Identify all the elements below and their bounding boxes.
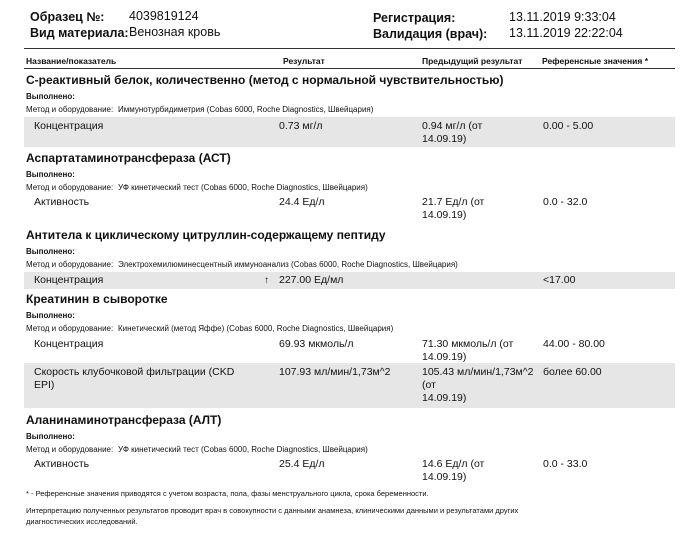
table-row [24, 117, 675, 147]
method-value: УФ кинетический тест (Cobas 6000, Roche Diagnostics, Швейцария) [118, 183, 368, 192]
row-reference: 44.00 - 80.00 [543, 338, 605, 350]
row-previous: 14.6 Ед/л (от [422, 458, 485, 470]
sample-number-value: 4039819124 [129, 9, 199, 23]
material-value: Венозная кровь [129, 25, 221, 39]
method-value: Кинетический (метод Яффе) (Cobas 6000, Roche Diagnostics, Швейцария) [118, 324, 394, 333]
column-header-result: Результат [283, 56, 325, 66]
reference-footnote: * - Референсные значения приводятся с учетом возраста, пола, фазы менструального цикла, срока беременности. [26, 489, 429, 498]
table-row [24, 194, 675, 224]
row-reference: <17.00 [543, 274, 576, 286]
table-row [24, 336, 675, 362]
done-label: Выполнено: [26, 311, 75, 320]
row-name: Концентрация [34, 120, 104, 132]
done-label: Выполнено: [26, 170, 75, 179]
test-title: Антитела к циклическому цитруллин-содержащему пептиду [26, 228, 386, 242]
row-result: 107.93 мл/мин/1,73м^2 [279, 366, 391, 378]
row-reference: 0.0 - 32.0 [543, 196, 588, 208]
row-previous-date: 14.09.19) [422, 351, 467, 363]
method-value: Электрохемилюминесцентный иммуноанализ (Cobas 6000, Roche Diagnostics, Швейцария) [118, 260, 458, 269]
row-result: 0.73 мг/л [279, 120, 323, 132]
row-reference: 0.00 - 5.00 [543, 120, 594, 132]
header-divider [24, 48, 675, 49]
method-label: Метод и оборудование: [26, 445, 114, 454]
table-row [24, 272, 675, 289]
column-header-previous: Предыдущий результат [422, 56, 523, 66]
done-label: Выполнено: [26, 247, 75, 256]
row-name: Активность [34, 458, 90, 470]
row-result: 227.00 Ед/мл [279, 274, 344, 286]
row-previous-date: 14.09.19) [422, 133, 467, 145]
registration-label: Регистрация: [373, 11, 456, 25]
material-label: Вид материала: [30, 26, 129, 40]
high-flag-arrow-icon: ↑ [264, 275, 269, 286]
column-header-divider [24, 68, 675, 69]
table-row [24, 363, 675, 408]
row-previous-date: 14.09.19) [422, 392, 467, 404]
row-previous-date: 14.09.19) [422, 471, 467, 483]
sample-number-label: Образец №: [30, 10, 105, 24]
row-reference: более 60.00 [543, 366, 602, 378]
column-header-reference: Референсные значения * [542, 56, 649, 66]
row-result: 24.4 Ед/л [279, 196, 325, 208]
test-title: С-реактивный белок, количественно (метод с нормальной чувствительностью) [26, 73, 504, 87]
method-label: Метод и оборудование: [26, 105, 114, 114]
validation-value: 13.11.2019 22:22:04 [509, 26, 623, 40]
row-reference: 0.0 - 33.0 [543, 458, 588, 470]
row-name: Скорость клубочковой фильтрации (CKD [34, 366, 235, 378]
method-label: Метод и оборудование: [26, 183, 114, 192]
column-header-name: Название/показатель [26, 56, 117, 66]
done-label: Выполнено: [26, 92, 75, 101]
row-previous-continued: (от [422, 379, 436, 391]
row-result: 25.4 Ед/л [279, 458, 325, 470]
test-title: Аспартатаминотрансфераза (АСТ) [26, 151, 231, 165]
row-result: 69.93 мкмоль/л [279, 338, 354, 350]
registration-value: 13.11.2019 9:33:04 [509, 10, 616, 24]
row-previous: 71.30 мкмоль/л (от [422, 338, 514, 350]
test-title: Креатинин в сыворотке [26, 292, 168, 306]
row-previous: 0.94 мг/л (от [422, 120, 483, 132]
validation-label: Валидация (врач): [373, 27, 488, 41]
test-title: Аланинаминотрансфераза (АЛТ) [26, 413, 222, 427]
row-name: Концентрация [34, 274, 104, 286]
row-name: Концентрация [34, 338, 104, 350]
interpretation-disclaimer: Интерпретацию полученных результатов проводит врач в совокупности с данными анамнеза, клиническими данными и результатами других [26, 506, 519, 515]
method-label: Метод и оборудование: [26, 260, 114, 269]
row-previous-date: 14.09.19) [422, 209, 467, 221]
row-name-continued: EPI) [34, 379, 55, 391]
done-label: Выполнено: [26, 432, 75, 441]
method-label: Метод и оборудование: [26, 324, 114, 333]
row-previous: 105.43 мл/мин/1,73м^2 [422, 366, 534, 378]
table-row [24, 456, 675, 486]
row-previous: 21.7 Ед/л (от [422, 196, 485, 208]
method-value: УФ кинетический тест (Cobas 6000, Roche Diagnostics, Швейцария) [118, 445, 368, 454]
method-value: Иммунотурбидиметрия (Cobas 6000, Roche Diagnostics, Швейцария) [118, 105, 374, 114]
row-name: Активность [34, 196, 90, 208]
interpretation-disclaimer-continued: диагностических исследований. [26, 517, 138, 526]
